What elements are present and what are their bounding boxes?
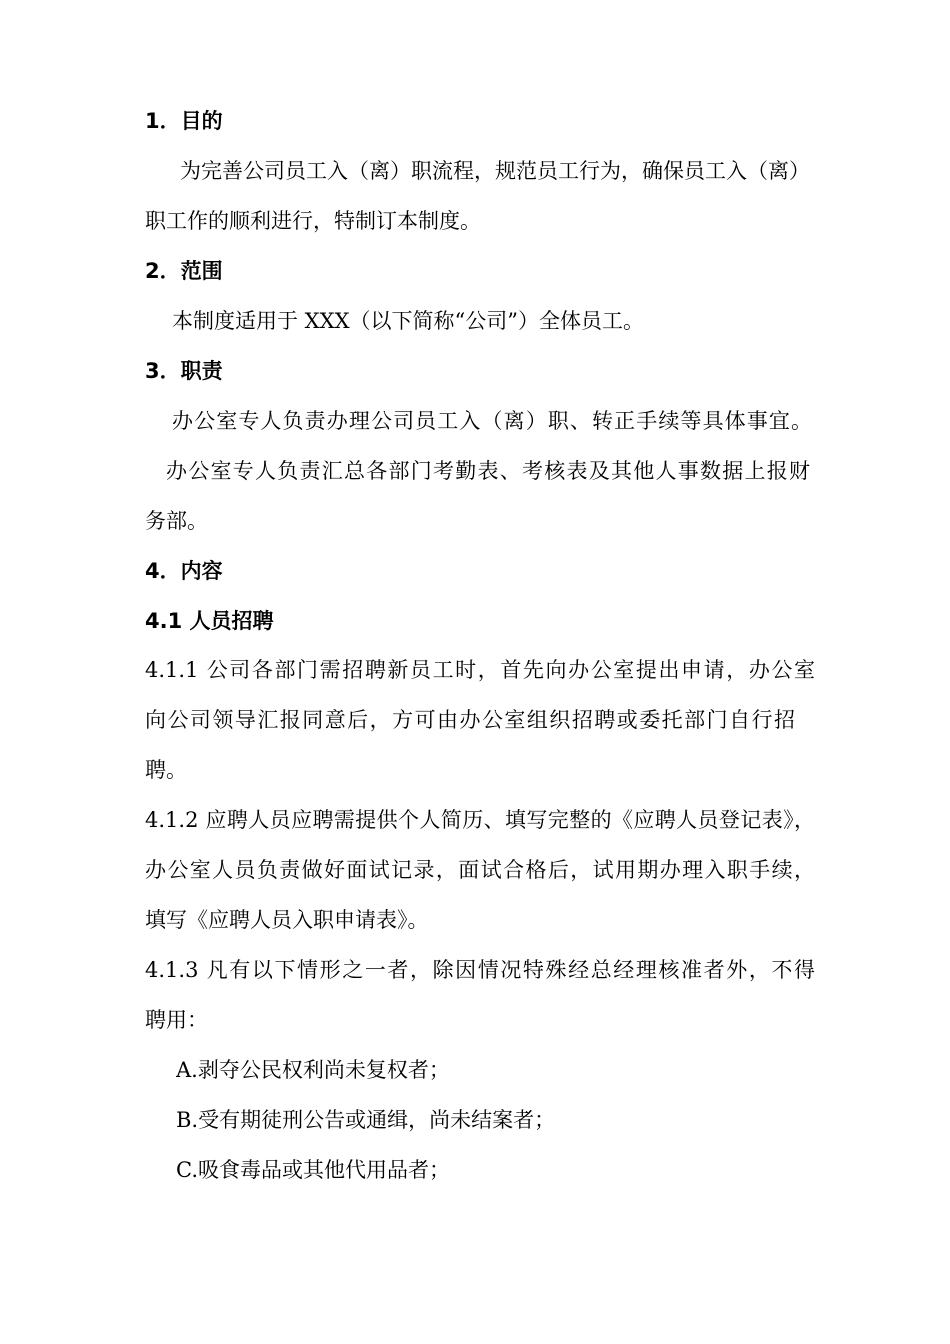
clause-4-1-3-line-1: 4.1.3 凡有以下情形之一者，除因情况特殊经总经理核准者外，不得 (145, 958, 815, 982)
section-2-paragraph: 本制度适用于 XXX（以下简称“公司”）全体员工。 (172, 309, 644, 333)
clause-4-1-3-line-2: 聘用： (145, 1008, 208, 1032)
section-2-title: 2．范围 (145, 259, 223, 283)
section-3-paragraph-2-line-1: 办公室专人负责汇总各部门考勤表、考核表及其他人事数据上报财 (166, 459, 810, 483)
clause-4-1-2-line-3: 填写《应聘人员入职申请表》。 (145, 908, 429, 932)
section-4-1-title: 4.1 人员招聘 (145, 609, 274, 633)
section-3-title: 3．职责 (145, 359, 223, 383)
section-4-title: 4．内容 (145, 559, 223, 583)
clause-4-1-2-line-1: 4.1.2 应聘人员应聘需提供个人简历、填写完整的《应聘人员登记表》， (145, 808, 815, 832)
section-1-paragraph-line-2: 职工作的顺利进行，特制订本制度。 (145, 209, 481, 233)
list-item-a: A.剥夺公民权利尚未复权者； (176, 1058, 450, 1082)
clause-4-1-2-line-2: 办公室人员负责做好面试记录，面试合格后，试用期办理入职手续， (145, 858, 815, 882)
clause-4-1-1-line-2: 向公司领导汇报同意后，方可由办公室组织招聘或委托部门自行招 (145, 708, 795, 732)
section-1-paragraph-line-1: 为完善公司员工入（离）职流程，规范员工行为，确保员工入（离） (180, 159, 810, 183)
clause-4-1-1-line-1: 4.1.1 公司各部门需招聘新员工时，首先向办公室提出申请，办公室 (145, 658, 815, 682)
list-item-b: B.受有期徒刑公告或通缉，尚未结案者； (176, 1108, 556, 1132)
list-item-c: C.吸食毒品或其他代用品者； (176, 1158, 450, 1182)
section-3-paragraph-1: 办公室专人负责办理公司员工入（离）职、转正手续等具体事宜。 (172, 409, 812, 433)
clause-4-1-1-line-3: 聘。 (145, 758, 187, 782)
section-3-paragraph-2-line-2: 务部。 (145, 509, 208, 533)
section-1-title: 1．目的 (145, 109, 223, 133)
